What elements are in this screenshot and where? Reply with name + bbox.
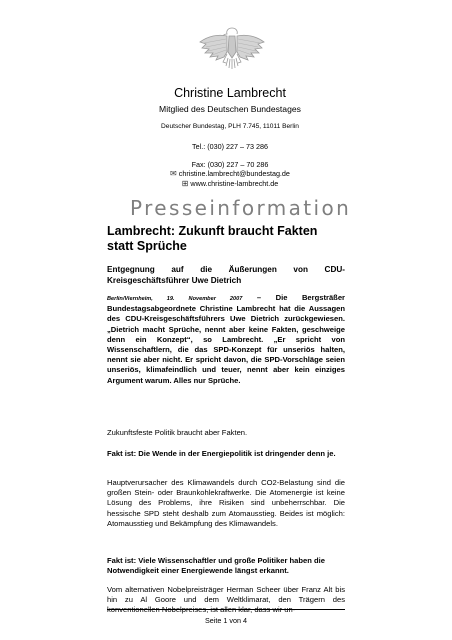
federal-eagle-logo [196,22,268,72]
lead-paragraph [107,293,345,386]
lead-text: – Die Bergsträßer Bundestagsabgeordnete Christine Lambrecht hat die Aussagen des CDU-Kreisgeschäftsführers Uwe Dietrich zurückgewiesen. „Dietrich macht Sprüche, nennt aber keine Fakten, geschweige denn ein Konzept“, so Lambrecht. „Er spricht von Wissenschaftlern, die das SPD-Konzept für unseriös halten, nennt sie aber nicht. Er spricht davon, die SPD-Vorschläge seien unseriös, klimafeindlich und teuer, nennt aber kein einziges Argument warum. Alles nur Sprüche. [107,293,345,385]
fact-heading: Fakt ist: Die Wende in der Energiepolitik ist dringender denn je. [107,449,336,458]
fact-heading: Fakt ist: Viele Wissenschaftler und große Politiker haben die Notwendigkeit einer Energiewende längst erkannt. [107,556,325,576]
body-paragraph: Vom alternativen Nobelpreisträger Herman Scheer über Franz Alt bis hin zu Al Goore und dem Weltklimarat, den Trägern des konventionellen Nobelpreises, ist allen klar, dass wir un- [107,585,345,615]
email-line [100,169,360,178]
dateline: Berlin/Viernheim, 19. November 2007 [107,296,243,302]
postal-address: Deutscher Bundestag, PLH 7.745, 11011 Berlin [161,123,299,130]
phone-number: Tel.: (030) 227 – 73 286 [192,142,268,151]
email-link[interactable]: christine.lambrecht@bundestag.de [178,169,290,178]
headline: Lambrecht: Zukunft braucht Fakten statt Sprüche [107,224,318,253]
globe-icon: ⊞ [181,179,189,188]
mp-title: Mitglied des Deutschen Bundestages [159,104,301,114]
mp-name: Christine Lambrecht [174,86,286,100]
envelope-pencil-icon: ✉ [170,169,177,178]
footer-divider [107,609,345,610]
page-number: Seite 1 von 4 [205,616,247,625]
website-link[interactable]: www.christine-lambrecht.de [190,179,279,188]
body-paragraph: Zukunftsfeste Politik braucht aber Fakten. [107,428,248,437]
subheadline: Entgegnung auf die Äußerungen von CDU-Kreisgeschäftsführer Uwe Dietrich [107,265,345,285]
website-line [100,179,360,188]
fax-number: Fax: (030) 227 – 70 286 [191,160,269,169]
body-paragraph: Hauptverursacher des Klimawandels durch CO2-Belastung sind die großen Stein- oder Braunkohlekraftwerke. Die Atomenergie ist keine Lösung des Problems, ihre Risiken sind unbeherrschbar. Die hessische SPD steht deshalb zum Atomausstieg. Beides ist möglich: Atomausstieg und Bekämpfung des Klimawandels. [107,478,345,528]
press-release-banner: Presseinformation [130,196,352,220]
